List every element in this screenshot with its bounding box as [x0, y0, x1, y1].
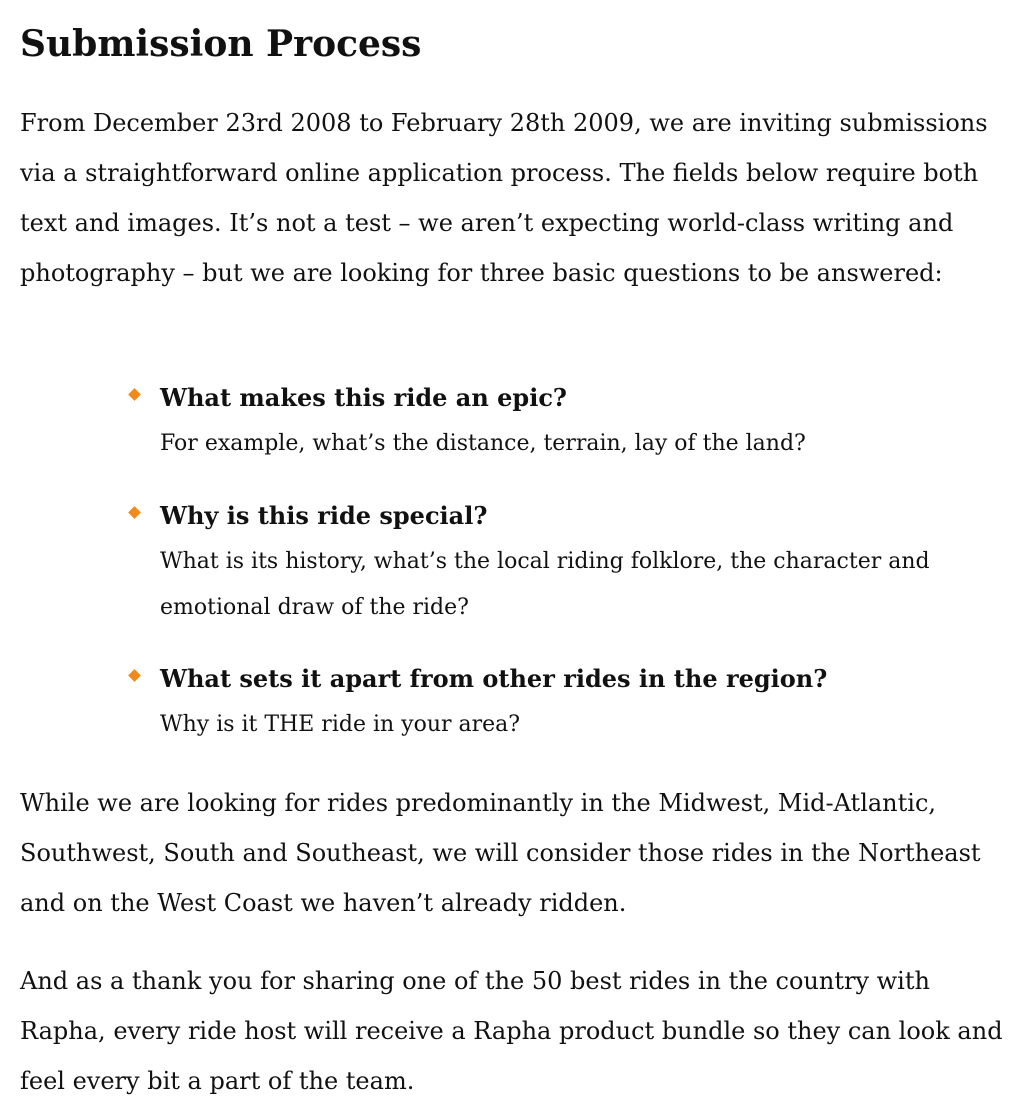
intro-paragraph: From December 23rd 2008 to February 28th 2009, we are inviting submissions via a straightforward online application process. The fields below require both text and images. It’s not a test – we aren’t expecting world-class writing and photography – but we are looking for three basic questions to be answered:	[20, 109, 988, 287]
diamond-bullet-icon	[128, 388, 141, 401]
thanks-paragraph: And as a thank you for sharing one of the 50 best rides in the country with Rapha, every ride host will receive a Rapha product bundle so they can look and feel every bit a part of the team.	[20, 967, 1003, 1095]
question-description: What is its history, what’s the local riding folklore, the character and emotional draw of the ride?	[160, 549, 930, 620]
question-description: Why is it THE ride in your area?	[160, 712, 521, 737]
diamond-bullet-icon	[128, 506, 141, 519]
question-description: For example, what’s the distance, terrain, lay of the land?	[160, 431, 806, 456]
diamond-bullet-icon	[128, 669, 141, 682]
question-heading: What makes this ride an epic?	[160, 383, 567, 412]
region-paragraph: While we are looking for rides predominantly in the Midwest, Mid-Atlantic, Southwest, South and Southeast, we will consider those rides in the Northeast and on the West Coast we haven’t already ridden.	[20, 789, 981, 917]
page-title: Submission Process	[20, 23, 422, 65]
question-heading: What sets it apart from other rides in the region?	[160, 664, 828, 693]
question-heading: Why is this ride special?	[160, 501, 488, 530]
